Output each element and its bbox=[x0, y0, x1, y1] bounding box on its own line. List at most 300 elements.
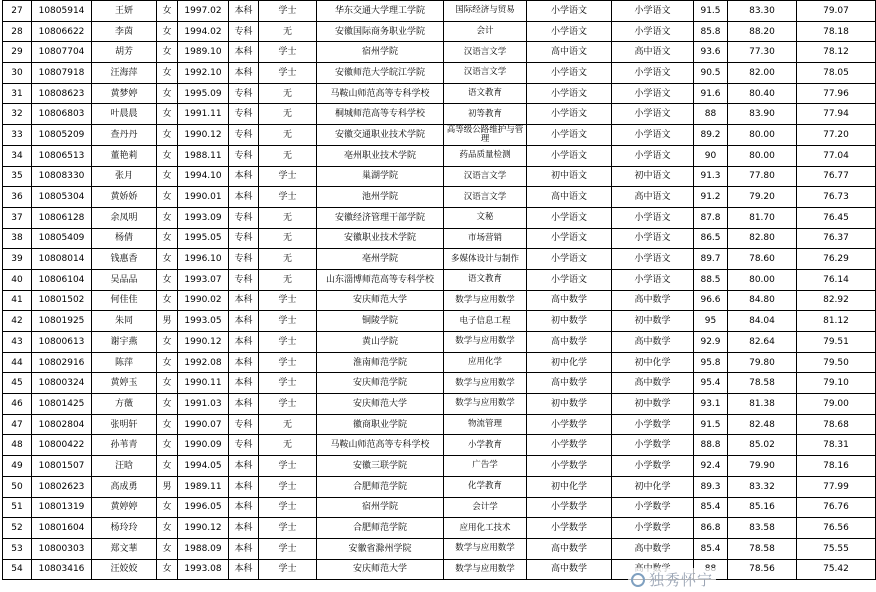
cell-birth-date: 1989.10 bbox=[178, 42, 229, 63]
cell-education: 专科 bbox=[229, 145, 259, 166]
cell-subject: 小学数学 bbox=[612, 518, 694, 539]
cell-major: 小学教育 bbox=[444, 435, 527, 456]
cell-birth-date: 1992.08 bbox=[178, 352, 229, 373]
cell-name: 朱同 bbox=[92, 311, 157, 332]
cell-written-score: 89.3 bbox=[694, 476, 728, 497]
cell-gender: 女 bbox=[157, 414, 178, 435]
cell-gender: 女 bbox=[157, 63, 178, 84]
table-row bbox=[3, 21, 876, 42]
cell-major: 会计 bbox=[444, 21, 527, 42]
cell-total-score: 76.77 bbox=[797, 166, 876, 187]
cell-gender: 女 bbox=[157, 42, 178, 63]
cell-education: 本科 bbox=[229, 187, 259, 208]
cell-education: 专科 bbox=[229, 104, 259, 125]
cell-seq: 47 bbox=[3, 414, 32, 435]
cell-gender: 女 bbox=[157, 497, 178, 518]
cell-applied-subject: 小学数学 bbox=[527, 414, 612, 435]
table-row bbox=[3, 125, 876, 146]
cell-birth-date: 1990.07 bbox=[178, 414, 229, 435]
cell-education: 专科 bbox=[229, 21, 259, 42]
cell-total-score: 77.04 bbox=[797, 145, 876, 166]
cell-seq: 34 bbox=[3, 145, 32, 166]
table-row bbox=[3, 456, 876, 477]
cell-total-score: 78.18 bbox=[797, 21, 876, 42]
cell-gender: 女 bbox=[157, 249, 178, 270]
cell-school: 安庆师范大学 bbox=[317, 559, 444, 580]
cell-name: 方薇 bbox=[92, 394, 157, 415]
cell-seq: 41 bbox=[3, 290, 32, 311]
cell-total-score: 78.05 bbox=[797, 63, 876, 84]
cell-exam-id: 10802916 bbox=[32, 352, 92, 373]
cell-school: 安徽交通职业技术学院 bbox=[317, 125, 444, 146]
cell-exam-id: 10801502 bbox=[32, 290, 92, 311]
cell-school: 安徽国际商务职业学院 bbox=[317, 21, 444, 42]
cell-major: 国际经济与贸易 bbox=[444, 1, 527, 22]
cell-school: 宿州学院 bbox=[317, 497, 444, 518]
cell-birth-date: 1990.09 bbox=[178, 435, 229, 456]
cell-subject: 初中化学 bbox=[612, 352, 694, 373]
cell-exam-id: 10800303 bbox=[32, 538, 92, 559]
table-row bbox=[3, 1, 876, 22]
cell-seq: 38 bbox=[3, 228, 32, 249]
cell-education: 本科 bbox=[229, 352, 259, 373]
cell-interview-score: 77.80 bbox=[728, 166, 797, 187]
cell-major: 物流管理 bbox=[444, 414, 527, 435]
cell-school: 亳州学院 bbox=[317, 249, 444, 270]
cell-gender: 女 bbox=[157, 207, 178, 228]
table-row bbox=[3, 166, 876, 187]
cell-birth-date: 1990.11 bbox=[178, 373, 229, 394]
cell-subject: 高中数学 bbox=[612, 332, 694, 353]
cell-total-score: 77.99 bbox=[797, 476, 876, 497]
cell-subject: 高中语文 bbox=[612, 187, 694, 208]
cell-total-score: 75.42 bbox=[797, 559, 876, 580]
cell-name: 查丹丹 bbox=[92, 125, 157, 146]
cell-interview-score: 85.16 bbox=[728, 497, 797, 518]
cell-birth-date: 1996.05 bbox=[178, 497, 229, 518]
cell-gender: 男 bbox=[157, 311, 178, 332]
table-row bbox=[3, 83, 876, 104]
cell-written-score: 85.4 bbox=[694, 538, 728, 559]
cell-interview-score: 80.00 bbox=[728, 145, 797, 166]
cell-school: 合肥师范学院 bbox=[317, 476, 444, 497]
cell-subject: 高中数学 bbox=[612, 290, 694, 311]
cell-total-score: 77.94 bbox=[797, 104, 876, 125]
cell-interview-score: 77.30 bbox=[728, 42, 797, 63]
cell-exam-id: 10806104 bbox=[32, 269, 92, 290]
cell-applied-subject: 高中语文 bbox=[527, 42, 612, 63]
cell-total-score: 76.45 bbox=[797, 207, 876, 228]
cell-name: 何佳佳 bbox=[92, 290, 157, 311]
wechat-logo-icon bbox=[631, 573, 645, 587]
cell-gender: 女 bbox=[157, 125, 178, 146]
cell-applied-subject: 小学数学 bbox=[527, 456, 612, 477]
cell-seq: 44 bbox=[3, 352, 32, 373]
cell-degree: 无 bbox=[259, 104, 317, 125]
cell-subject: 小学语文 bbox=[612, 207, 694, 228]
cell-school: 池州学院 bbox=[317, 187, 444, 208]
cell-total-score: 75.55 bbox=[797, 538, 876, 559]
cell-written-score: 91.2 bbox=[694, 187, 728, 208]
cell-school: 淮南师范学院 bbox=[317, 352, 444, 373]
cell-total-score: 79.00 bbox=[797, 394, 876, 415]
cell-birth-date: 1997.02 bbox=[178, 1, 229, 22]
cell-interview-score: 78.56 bbox=[728, 559, 797, 580]
cell-major: 文秘 bbox=[444, 207, 527, 228]
cell-applied-subject: 小学语文 bbox=[527, 207, 612, 228]
cell-education: 专科 bbox=[229, 249, 259, 270]
cell-degree: 无 bbox=[259, 435, 317, 456]
table-row bbox=[3, 414, 876, 435]
cell-applied-subject: 高中数学 bbox=[527, 332, 612, 353]
cell-subject: 小学数学 bbox=[612, 435, 694, 456]
cell-education: 本科 bbox=[229, 497, 259, 518]
cell-total-score: 78.31 bbox=[797, 435, 876, 456]
cell-exam-id: 10801425 bbox=[32, 394, 92, 415]
table-row bbox=[3, 63, 876, 84]
cell-applied-subject: 小学语文 bbox=[527, 145, 612, 166]
cell-degree: 无 bbox=[259, 145, 317, 166]
cell-applied-subject: 高中语文 bbox=[527, 187, 612, 208]
table-row bbox=[3, 373, 876, 394]
cell-gender: 女 bbox=[157, 83, 178, 104]
cell-degree: 学士 bbox=[259, 373, 317, 394]
cell-degree: 学士 bbox=[259, 166, 317, 187]
cell-applied-subject: 小学语文 bbox=[527, 269, 612, 290]
cell-interview-score: 80.00 bbox=[728, 269, 797, 290]
cell-school: 华东交通大学理工学院 bbox=[317, 1, 444, 22]
cell-subject: 小学数学 bbox=[612, 414, 694, 435]
cell-major: 初等教育 bbox=[444, 104, 527, 125]
cell-applied-subject: 小学数学 bbox=[527, 435, 612, 456]
cell-major: 汉语言文学 bbox=[444, 63, 527, 84]
cell-seq: 43 bbox=[3, 332, 32, 353]
cell-gender: 女 bbox=[157, 332, 178, 353]
cell-degree: 无 bbox=[259, 21, 317, 42]
cell-seq: 45 bbox=[3, 373, 32, 394]
cell-exam-id: 10806128 bbox=[32, 207, 92, 228]
cell-interview-score: 88.20 bbox=[728, 21, 797, 42]
cell-interview-score: 82.00 bbox=[728, 63, 797, 84]
cell-education: 本科 bbox=[229, 538, 259, 559]
cell-exam-id: 10808623 bbox=[32, 83, 92, 104]
cell-name: 汪海萍 bbox=[92, 63, 157, 84]
cell-name: 董艳莉 bbox=[92, 145, 157, 166]
cell-interview-score: 84.80 bbox=[728, 290, 797, 311]
cell-birth-date: 1992.10 bbox=[178, 63, 229, 84]
cell-school: 徽商职业学院 bbox=[317, 414, 444, 435]
cell-exam-id: 10801507 bbox=[32, 456, 92, 477]
cell-total-score: 76.29 bbox=[797, 249, 876, 270]
cell-subject: 小学语文 bbox=[612, 269, 694, 290]
cell-name: 黄婷玉 bbox=[92, 373, 157, 394]
cell-written-score: 91.3 bbox=[694, 166, 728, 187]
cell-exam-id: 10806622 bbox=[32, 21, 92, 42]
cell-school: 安庆师范大学 bbox=[317, 290, 444, 311]
cell-degree: 无 bbox=[259, 83, 317, 104]
cell-birth-date: 1995.05 bbox=[178, 228, 229, 249]
table-row bbox=[3, 145, 876, 166]
cell-degree: 学士 bbox=[259, 311, 317, 332]
cell-seq: 49 bbox=[3, 456, 32, 477]
cell-exam-id: 10805209 bbox=[32, 125, 92, 146]
cell-applied-subject: 初中数学 bbox=[527, 394, 612, 415]
cell-total-score: 78.12 bbox=[797, 42, 876, 63]
cell-seq: 50 bbox=[3, 476, 32, 497]
cell-applied-subject: 初中语文 bbox=[527, 166, 612, 187]
cell-applied-subject: 小学语文 bbox=[527, 228, 612, 249]
cell-name: 杨玲玲 bbox=[92, 518, 157, 539]
cell-degree: 无 bbox=[259, 207, 317, 228]
cell-name: 王妍 bbox=[92, 1, 157, 22]
cell-name: 钱惠香 bbox=[92, 249, 157, 270]
cell-gender: 男 bbox=[157, 476, 178, 497]
cell-interview-score: 79.20 bbox=[728, 187, 797, 208]
cell-exam-id: 10806513 bbox=[32, 145, 92, 166]
cell-education: 本科 bbox=[229, 456, 259, 477]
cell-written-score: 88.5 bbox=[694, 269, 728, 290]
cell-total-score: 78.68 bbox=[797, 414, 876, 435]
cell-exam-id: 10803416 bbox=[32, 559, 92, 580]
cell-name: 黄婷婷 bbox=[92, 497, 157, 518]
cell-education: 本科 bbox=[229, 42, 259, 63]
table-row bbox=[3, 269, 876, 290]
watermark-text: 独秀怀宁 bbox=[649, 571, 714, 589]
cell-interview-score: 83.90 bbox=[728, 104, 797, 125]
table-row bbox=[3, 559, 876, 580]
cell-exam-id: 10808330 bbox=[32, 166, 92, 187]
cell-birth-date: 1991.03 bbox=[178, 394, 229, 415]
cell-birth-date: 1990.12 bbox=[178, 125, 229, 146]
cell-degree: 学士 bbox=[259, 352, 317, 373]
cell-total-score: 77.20 bbox=[797, 125, 876, 146]
cell-total-score: 76.56 bbox=[797, 518, 876, 539]
cell-seq: 51 bbox=[3, 497, 32, 518]
cell-degree: 学士 bbox=[259, 290, 317, 311]
table-row bbox=[3, 187, 876, 208]
cell-gender: 女 bbox=[157, 269, 178, 290]
cell-applied-subject: 小学数学 bbox=[527, 497, 612, 518]
table-row bbox=[3, 104, 876, 125]
cell-major: 数学与应用数学 bbox=[444, 290, 527, 311]
cell-school: 合肥师范学院 bbox=[317, 518, 444, 539]
cell-birth-date: 1991.11 bbox=[178, 104, 229, 125]
cell-major: 广告学 bbox=[444, 456, 527, 477]
cell-interview-score: 78.60 bbox=[728, 249, 797, 270]
cell-exam-id: 10801319 bbox=[32, 497, 92, 518]
cell-total-score: 79.10 bbox=[797, 373, 876, 394]
cell-interview-score: 83.30 bbox=[728, 1, 797, 22]
cell-gender: 女 bbox=[157, 21, 178, 42]
cell-written-score: 95 bbox=[694, 311, 728, 332]
cell-interview-score: 79.90 bbox=[728, 456, 797, 477]
cell-total-score: 76.14 bbox=[797, 269, 876, 290]
cell-education: 本科 bbox=[229, 394, 259, 415]
cell-birth-date: 1996.10 bbox=[178, 249, 229, 270]
cell-gender: 女 bbox=[157, 166, 178, 187]
cell-name: 汪姣姣 bbox=[92, 559, 157, 580]
cell-subject: 小学语文 bbox=[612, 145, 694, 166]
cell-name: 叶晨晨 bbox=[92, 104, 157, 125]
cell-birth-date: 1993.07 bbox=[178, 269, 229, 290]
cell-name: 杨倩 bbox=[92, 228, 157, 249]
cell-interview-score: 83.58 bbox=[728, 518, 797, 539]
cell-major: 会计学 bbox=[444, 497, 527, 518]
table-row bbox=[3, 249, 876, 270]
table-row bbox=[3, 497, 876, 518]
cell-education: 本科 bbox=[229, 559, 259, 580]
cell-major: 数学与应用数学 bbox=[444, 538, 527, 559]
cell-degree: 学士 bbox=[259, 538, 317, 559]
cell-name: 张月 bbox=[92, 166, 157, 187]
cell-seq: 35 bbox=[3, 166, 32, 187]
cell-applied-subject: 小学数学 bbox=[527, 518, 612, 539]
cell-written-score: 93.6 bbox=[694, 42, 728, 63]
cell-written-score: 87.8 bbox=[694, 207, 728, 228]
cell-subject: 小学语文 bbox=[612, 63, 694, 84]
cell-subject: 初中数学 bbox=[612, 394, 694, 415]
cell-education: 本科 bbox=[229, 63, 259, 84]
cell-major: 电子信息工程 bbox=[444, 311, 527, 332]
cell-applied-subject: 小学语文 bbox=[527, 21, 612, 42]
cell-total-score: 76.37 bbox=[797, 228, 876, 249]
cell-birth-date: 1990.12 bbox=[178, 518, 229, 539]
cell-major: 数学与应用数学 bbox=[444, 332, 527, 353]
cell-school: 桐城师范高等专科学校 bbox=[317, 104, 444, 125]
cell-subject: 初中数学 bbox=[612, 311, 694, 332]
cell-education: 专科 bbox=[229, 269, 259, 290]
cell-name: 汪晗 bbox=[92, 456, 157, 477]
cell-major: 化学教育 bbox=[444, 476, 527, 497]
table-row bbox=[3, 352, 876, 373]
cell-total-score: 79.07 bbox=[797, 1, 876, 22]
table-row bbox=[3, 538, 876, 559]
cell-seq: 29 bbox=[3, 42, 32, 63]
cell-seq: 53 bbox=[3, 538, 32, 559]
cell-degree: 学士 bbox=[259, 332, 317, 353]
cell-gender: 女 bbox=[157, 352, 178, 373]
cell-major: 数学与应用数学 bbox=[444, 559, 527, 580]
cell-major: 汉语言文学 bbox=[444, 187, 527, 208]
cell-education: 专科 bbox=[229, 228, 259, 249]
cell-major: 应用化工技术 bbox=[444, 518, 527, 539]
cell-interview-score: 80.00 bbox=[728, 125, 797, 146]
cell-applied-subject: 小学语文 bbox=[527, 63, 612, 84]
cell-school: 巢湖学院 bbox=[317, 166, 444, 187]
cell-major: 数学与应用数学 bbox=[444, 373, 527, 394]
cell-major: 数学与应用数学 bbox=[444, 394, 527, 415]
cell-education: 本科 bbox=[229, 373, 259, 394]
cell-gender: 女 bbox=[157, 228, 178, 249]
table-row bbox=[3, 518, 876, 539]
cell-birth-date: 1995.09 bbox=[178, 83, 229, 104]
cell-school: 马鞍山师范高等专科学校 bbox=[317, 435, 444, 456]
cell-degree: 无 bbox=[259, 228, 317, 249]
cell-education: 本科 bbox=[229, 1, 259, 22]
cell-subject: 小学语文 bbox=[612, 249, 694, 270]
cell-applied-subject: 初中化学 bbox=[527, 352, 612, 373]
cell-seq: 48 bbox=[3, 435, 32, 456]
cell-written-score: 93.1 bbox=[694, 394, 728, 415]
cell-education: 本科 bbox=[229, 311, 259, 332]
cell-interview-score: 80.40 bbox=[728, 83, 797, 104]
cell-name: 郑文華 bbox=[92, 538, 157, 559]
cell-interview-score: 83.32 bbox=[728, 476, 797, 497]
cell-seq: 33 bbox=[3, 125, 32, 146]
cell-degree: 学士 bbox=[259, 394, 317, 415]
cell-exam-id: 10808014 bbox=[32, 249, 92, 270]
cell-gender: 女 bbox=[157, 456, 178, 477]
cell-interview-score: 78.58 bbox=[728, 538, 797, 559]
cell-subject: 小学数学 bbox=[612, 456, 694, 477]
table-row bbox=[3, 311, 876, 332]
cell-applied-subject: 小学语文 bbox=[527, 249, 612, 270]
cell-seq: 42 bbox=[3, 311, 32, 332]
cell-seq: 40 bbox=[3, 269, 32, 290]
cell-exam-id: 10801925 bbox=[32, 311, 92, 332]
cell-education: 专科 bbox=[229, 435, 259, 456]
cell-birth-date: 1993.09 bbox=[178, 207, 229, 228]
cell-interview-score: 84.04 bbox=[728, 311, 797, 332]
cell-gender: 女 bbox=[157, 104, 178, 125]
cell-total-score: 77.96 bbox=[797, 83, 876, 104]
cell-total-score: 76.73 bbox=[797, 187, 876, 208]
cell-written-score: 86.8 bbox=[694, 518, 728, 539]
cell-subject: 小学语文 bbox=[612, 83, 694, 104]
cell-interview-score: 85.02 bbox=[728, 435, 797, 456]
cell-degree: 无 bbox=[259, 125, 317, 146]
cell-degree: 学士 bbox=[259, 1, 317, 22]
cell-applied-subject: 初中数学 bbox=[527, 311, 612, 332]
cell-exam-id: 10800422 bbox=[32, 435, 92, 456]
cell-education: 本科 bbox=[229, 518, 259, 539]
cell-seq: 30 bbox=[3, 63, 32, 84]
cell-birth-date: 1990.12 bbox=[178, 332, 229, 353]
cell-written-score: 88 bbox=[694, 104, 728, 125]
cell-subject: 小学数学 bbox=[612, 497, 694, 518]
cell-written-score: 92.4 bbox=[694, 456, 728, 477]
cell-applied-subject: 高中数学 bbox=[527, 373, 612, 394]
cell-gender: 女 bbox=[157, 559, 178, 580]
cell-school: 黄山学院 bbox=[317, 332, 444, 353]
cell-seq: 27 bbox=[3, 1, 32, 22]
cell-exam-id: 10806803 bbox=[32, 104, 92, 125]
cell-gender: 女 bbox=[157, 435, 178, 456]
cell-applied-subject: 高中数学 bbox=[527, 538, 612, 559]
cell-degree: 学士 bbox=[259, 187, 317, 208]
cell-major: 药品质量检测 bbox=[444, 145, 527, 166]
cell-degree: 学士 bbox=[259, 559, 317, 580]
cell-interview-score: 82.80 bbox=[728, 228, 797, 249]
cell-applied-subject: 高中数学 bbox=[527, 290, 612, 311]
cell-subject: 初中化学 bbox=[612, 476, 694, 497]
cell-school: 安徽职业技术学院 bbox=[317, 228, 444, 249]
score-table bbox=[2, 0, 876, 580]
cell-exam-id: 10807704 bbox=[32, 42, 92, 63]
cell-gender: 女 bbox=[157, 187, 178, 208]
cell-applied-subject: 小学语文 bbox=[527, 104, 612, 125]
cell-education: 本科 bbox=[229, 166, 259, 187]
cell-degree: 无 bbox=[259, 249, 317, 270]
cell-interview-score: 82.64 bbox=[728, 332, 797, 353]
cell-written-score: 95.4 bbox=[694, 373, 728, 394]
table-row bbox=[3, 332, 876, 353]
cell-written-score: 85.4 bbox=[694, 497, 728, 518]
cell-name: 孙苇青 bbox=[92, 435, 157, 456]
cell-birth-date: 1989.11 bbox=[178, 476, 229, 497]
cell-gender: 女 bbox=[157, 290, 178, 311]
cell-birth-date: 1988.09 bbox=[178, 538, 229, 559]
